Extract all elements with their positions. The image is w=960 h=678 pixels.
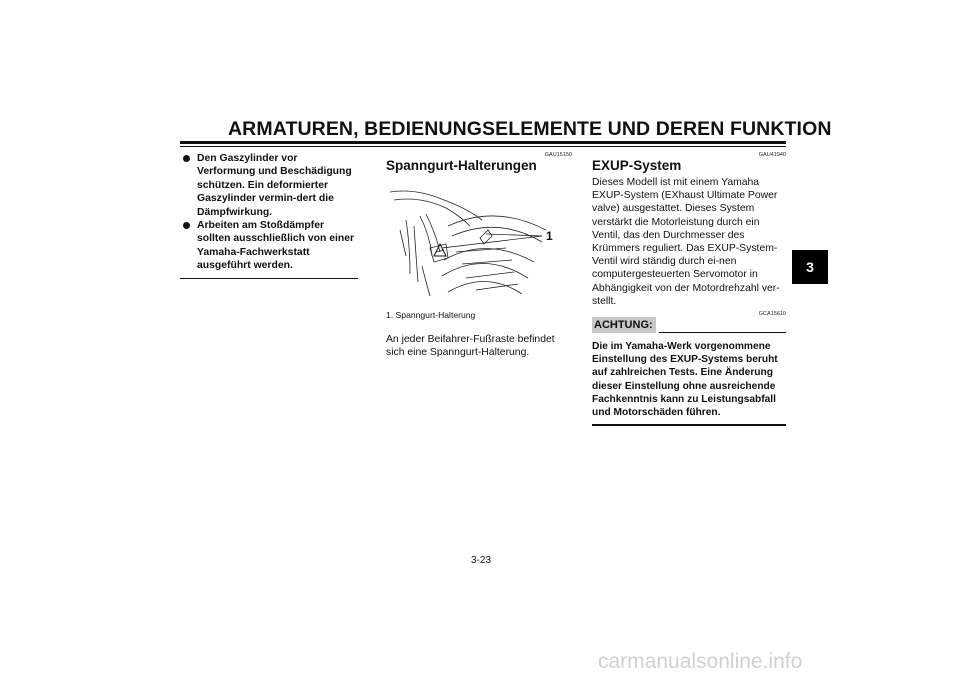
caution-bullet-list	[180, 152, 358, 273]
page-header-title: ARMATUREN, BEDIENUNGSELEMENTE UND DEREN FUNKTION	[228, 118, 832, 140]
figure-callout-1: 1	[546, 229, 553, 243]
warning-header	[592, 317, 786, 333]
column-right	[592, 152, 786, 426]
bullet-dot-icon	[183, 222, 190, 229]
section-ref-code: GAU15150	[544, 152, 572, 158]
section-body-spanngurt: An jeder Beifahrer-Fußraste befindet sich eine Spanngurt-Halterung.	[386, 334, 555, 359]
bullet-text: Arbeiten am Stoßdämpfer sollten ausschließlich von einer Yamaha-Fachwerkstatt ausgeführt werden.	[197, 220, 355, 272]
section-ref-code: GAU41940	[758, 152, 786, 158]
warning-header-rule	[659, 332, 786, 334]
header-rule-thin	[180, 146, 786, 147]
warning-text: Die im Yamaha-Werk vorgenommene Einstellung des EXUP-Systems beruht auf zahlreichen Tests. Eine Änderung dieser Einstellung ohne ausreichende Fachkenntnis kann zu Leistungsabfall und Motorschäden führen.	[592, 341, 778, 419]
section-end-rule	[180, 278, 358, 280]
section-body-exup: Dieses Modell ist mit einem Yamaha EXUP-System (EXhaust Ultimate Power valve) ausgestattet. Dieses System verstärkt die Motorleistung durch ein Ventil, das den Durchmesser des Krümmers reguliert. Das EXUP-System-Ventil wird ständig durch ei-nen computergesteuerten Servomotor in Abhängigkeit von der Motordrehzahl ver-stellt.	[592, 177, 780, 307]
watermark: carmanualsonline.info	[598, 650, 803, 673]
header-rule	[180, 141, 786, 144]
figure-caption: 1. Spanngurt-Halterung	[386, 310, 476, 320]
section-title-exup: EXUP-System	[592, 158, 682, 173]
chapter-tab: 3	[792, 250, 828, 284]
motorcycle-rear-illustration	[386, 186, 558, 300]
bullet-item	[180, 152, 358, 219]
warning-label: ACHTUNG:	[592, 317, 656, 333]
section-title-spanngurt: Spanngurt-Halterungen	[386, 158, 537, 173]
column-left	[180, 152, 358, 279]
warning-end-rule	[592, 424, 786, 426]
figure-spanngurt-halterung	[386, 186, 558, 300]
page-number: 3-23	[470, 555, 491, 566]
bullet-dot-icon	[183, 155, 190, 162]
bullet-text: Den Gaszylinder vor Verformung und Beschädigung schützen. Ein deformierter Gaszylinder vermin-dert die Dämpfwirkung.	[197, 153, 352, 218]
warning-ref-code: GCA15610	[758, 311, 786, 318]
column-middle	[386, 152, 572, 359]
bullet-item	[180, 219, 358, 273]
